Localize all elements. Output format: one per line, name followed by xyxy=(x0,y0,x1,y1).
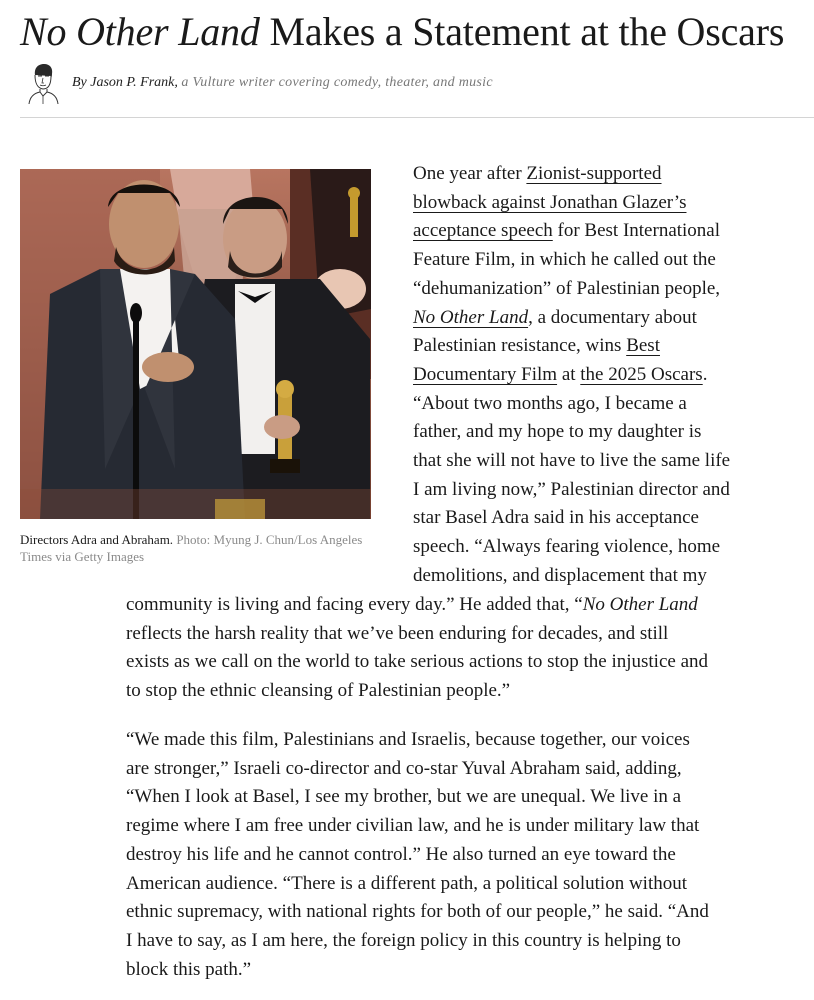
text-segment: speech. “Always fearing violence, home xyxy=(413,536,721,558)
paragraph-1-wrapped xyxy=(413,160,763,591)
inline-link[interactable]: No Other Land xyxy=(413,306,529,328)
text-segment: that she will not have to live the same life xyxy=(413,450,731,472)
paragraph-2 xyxy=(126,726,776,984)
text-segment: Palestinian resistance, wins xyxy=(413,335,627,357)
headline-film-title: No Other Land xyxy=(20,9,260,54)
paragraph-line: regime where I am free under civilian law, and he is under military law that xyxy=(126,815,700,837)
text-segment: at xyxy=(557,363,581,385)
paragraph-line: block this path.” xyxy=(126,958,252,980)
text-segment: Feature Film, in which he called out the xyxy=(413,249,716,271)
text-segment: exists as we call on the world to take serious actions to stop the injustice and xyxy=(126,651,709,673)
photo-caption xyxy=(20,531,370,565)
text-segment: , a documentary about xyxy=(528,306,697,328)
author-avatar-illustration xyxy=(26,61,60,105)
paragraph-line: “We made this film, Palestinians and Israelis, because together, our voices xyxy=(126,729,690,750)
text-segment: One year after xyxy=(413,163,527,184)
paragraph-line: destroy his life and he cannot control.” He also turned an eye toward the xyxy=(126,843,676,865)
paragraph-line: I have to say, as I am here, the foreign policy in this country is helping to xyxy=(126,929,681,951)
paragraph-line xyxy=(413,332,763,361)
text-segment: to stop the ethnic cleansing of Palestinian people.” xyxy=(126,680,511,702)
header-divider xyxy=(20,117,814,118)
paragraph-line: ethnic supremacy, with national rights for both of our people,” he said. “And xyxy=(126,901,709,923)
text-segment: No Other Land xyxy=(582,594,698,615)
paragraph-line xyxy=(413,447,763,476)
inline-link[interactable]: Zionist-supported xyxy=(526,163,662,184)
inline-link[interactable]: the 2025 Oscars xyxy=(580,363,703,385)
text-segment: “dehumanization” of Palestinian people, xyxy=(413,277,721,299)
paragraph-line xyxy=(413,562,763,591)
paragraph-line xyxy=(126,591,776,620)
paragraph-line xyxy=(413,476,763,505)
text-segment: “About two months ago, I became a xyxy=(413,392,687,414)
inline-link[interactable]: Best xyxy=(626,335,660,357)
paragraph-line xyxy=(413,504,763,533)
paragraph-line xyxy=(413,533,763,562)
text-segment: reflects the harsh reality that we’ve been enduring for decades, and still xyxy=(126,622,669,644)
inline-link[interactable]: blowback against Jonathan Glazer’s xyxy=(413,191,687,213)
paragraph-line: are stronger,” Israeli co-director and co-star Yuval Abraham said, adding, xyxy=(126,757,682,779)
paragraph-line xyxy=(126,620,776,649)
paragraph-line xyxy=(413,304,763,333)
article-headline xyxy=(20,6,810,58)
byline-prefix: By xyxy=(72,75,87,90)
byline-comma: , xyxy=(174,75,182,90)
caption-text: Directors Adra and Abraham. xyxy=(20,532,174,547)
paragraph-line xyxy=(413,275,763,304)
paragraph-line xyxy=(413,361,763,390)
inline-link[interactable]: Documentary Film xyxy=(413,363,558,385)
paragraph-line xyxy=(126,648,776,677)
paragraph-line: American audience. “There is a different path, a political solution without xyxy=(126,872,688,894)
paragraph-line xyxy=(413,246,763,275)
article-photo[interactable] xyxy=(20,169,371,519)
headline-rest: Makes a Statement at the Oscars xyxy=(269,9,785,54)
author-link[interactable]: Jason P. Frank xyxy=(90,75,175,90)
text-segment: star Basel Adra said in his acceptance xyxy=(413,507,699,529)
paragraph-line xyxy=(413,160,763,189)
paragraph-line xyxy=(413,418,763,447)
paragraph-line xyxy=(413,217,763,246)
text-segment: community is living and facing every day.” He added that, “ xyxy=(126,594,583,615)
inline-link[interactable]: acceptance speech xyxy=(413,220,553,242)
text-segment: I am living now,” Palestinian director and xyxy=(413,478,730,500)
text-segment: demolitions, and displacement that my xyxy=(413,564,707,586)
author-description: a Vulture writer covering comedy, theater, and music xyxy=(181,75,493,90)
paragraph-line xyxy=(126,677,776,706)
text-segment: father, and my hope to my daughter is xyxy=(413,421,702,443)
paragraph-1-continued xyxy=(126,591,776,706)
text-segment: . xyxy=(702,363,708,385)
text-segment: for Best International xyxy=(552,220,721,242)
photo-credit: Photo: Myung J. Chun/Los Angeles Times via Getty Images xyxy=(20,532,363,564)
paragraph-line: “When I look at Basel, I see my brother, but we are unequal. We live in a xyxy=(126,786,682,808)
byline xyxy=(26,60,493,106)
paragraph-line xyxy=(413,189,763,218)
paragraph-line xyxy=(413,390,763,419)
